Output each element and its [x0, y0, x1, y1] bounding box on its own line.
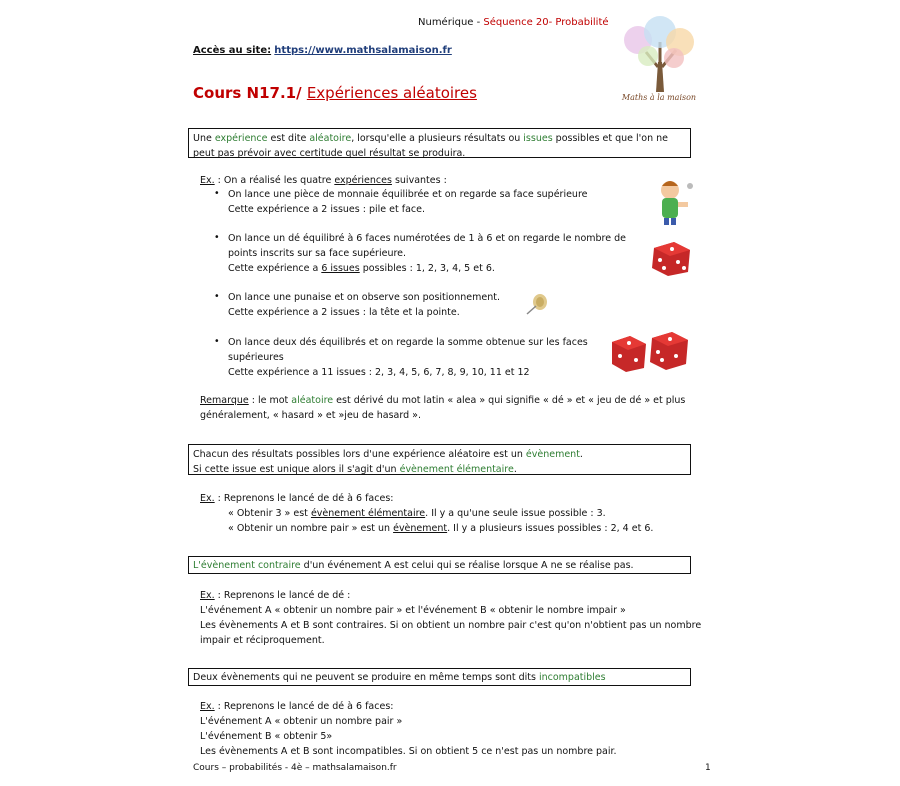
def1-line1 [193, 131, 686, 146]
ex2-intro-text: : Reprenons le lancé de dé à 6 faces: [214, 493, 394, 504]
def2-l2c: . [513, 464, 517, 475]
b2-line3 [228, 261, 626, 276]
remark-t3: est dérivé du mot latin « alea » qui signifie « dé » et « jeu de dé » et plus [333, 395, 686, 406]
def2-l2b: évènement élémentaire [399, 464, 514, 475]
header-sequence: Séquence 20- Probabilité [483, 17, 609, 28]
ex3-line2: Les évènements A et B sont contraires. Si on obtient un nombre pair c'est qu'on n'obtient pas un nombre [200, 620, 702, 631]
ex3-intro [200, 588, 701, 603]
b2-l3c: possibles : 1, 2, 3, 4, 5 et 6. [359, 263, 495, 274]
remark-line2: généralement, « hasard » et »jeu de hasard ». [200, 410, 421, 421]
ex2-intro [200, 491, 653, 506]
die-illustration [650, 238, 692, 281]
def3-b: d'un événement A est celui qui se réalise lorsque A ne se réalise pas. [300, 560, 634, 571]
logo-text: Maths à la maison [621, 93, 697, 102]
ex1-intro3: suivantes : [391, 175, 447, 186]
bullet-dot: • [214, 232, 220, 243]
b1-line2: Cette expérience a 2 issues : pile et face. [228, 204, 425, 215]
b2-line2: points inscrits sur sa face supérieure. [228, 248, 407, 259]
definition-incompatible [188, 668, 691, 686]
def1-t3: est dite [267, 133, 310, 144]
b2-l3a: Cette expérience a [228, 263, 322, 274]
def3-line [193, 558, 686, 573]
ex1-intro2: expériences [334, 175, 392, 186]
ex2-l1c: . Il y a qu'une seule issue possible : 3. [425, 508, 606, 519]
ex1-intro [200, 173, 447, 188]
b4-line2: supérieures [228, 352, 284, 363]
title-main: Cours N17.1/ [193, 84, 307, 102]
ex2-line1 [200, 506, 653, 521]
b2-line1: On lance un dé équilibré à 6 faces numérotées de 1 à 6 et on regarde le nombre de [228, 233, 626, 244]
ex2-l1b: évènement élémentaire [310, 508, 426, 519]
ex3-label: Ex. [200, 590, 215, 601]
def2-l1c: . [579, 449, 583, 460]
ex4-line3: Les évènements A et B sont incompatibles. Si on obtient 5 ce n'est pas un nombre pair. [200, 746, 617, 757]
ex2-l2c: . Il y a plusieurs issues possibles : 2, 4 et 6. [447, 523, 654, 534]
site-access [193, 45, 452, 56]
remark-t2: aléatoire [291, 395, 334, 406]
ex4-intro [200, 699, 617, 714]
ex1-intro1: : On a réalisé les quatre [214, 175, 335, 186]
def3-a: L'évènement contraire [193, 560, 301, 571]
title-sub: Expériences aléatoires [306, 84, 477, 102]
def1-t6: issues [523, 133, 553, 144]
ex3-intro-text: : Reprenons le lancé de dé : [214, 590, 351, 601]
def1-t7: possibles et que l'on ne [552, 133, 669, 144]
ex4-label: Ex. [200, 701, 215, 712]
ex4-line1: L'événement A « obtenir un nombre pair » [200, 716, 403, 727]
page-title [193, 84, 477, 102]
bullet-dot: • [214, 188, 220, 199]
b3-line2: Cette expérience a 2 issues : la tête et la pointe. [228, 307, 460, 318]
ex2-l2a: « Obtenir un nombre pair » est un [228, 523, 394, 534]
bullet-dot: • [214, 336, 220, 347]
header-subject: Numérique - [418, 17, 484, 28]
ex2-line2 [200, 521, 653, 536]
def2-l2a: Si cette issue est unique alors il s'agit d'un [193, 464, 400, 475]
site-link[interactable]: https://www.mathsalamaison.fr [274, 45, 452, 56]
bullet-dot: • [214, 291, 220, 302]
def2-l1a: Chacun des résultats possibles lors d'une expérience aléatoire est un [193, 449, 526, 460]
def1-t2: expérience [214, 133, 268, 144]
ex1-label: Ex. [200, 175, 215, 186]
definition-experience [188, 128, 691, 158]
ex4 [200, 699, 617, 759]
two-dice-illustration [610, 330, 690, 377]
b4-line1: On lance deux dés équilibrés et on regarde la somme obtenue sur les faces [228, 337, 588, 348]
remark-t1: : le mot [248, 395, 292, 406]
ex2-label: Ex. [200, 493, 215, 504]
site-label: Accès au site: [193, 45, 272, 56]
def2-line2 [193, 462, 686, 477]
ex2-l2b: évènement [393, 523, 448, 534]
def1-line2: peut pas prévoir avec certitude quel résultat se produira. [193, 148, 466, 159]
def2-l1b: évènement [525, 449, 580, 460]
ex3-line1: L'événement A « obtenir un nombre pair » et l'événement B « obtenir le nombre impair » [200, 605, 626, 616]
ex2 [200, 491, 653, 536]
bullet-two-dice [214, 335, 588, 380]
definition-event [188, 444, 691, 475]
def1-t5: , lorsqu'elle a plusieurs résultats ou [351, 133, 524, 144]
bullet-pin [214, 290, 500, 320]
b4-line3: Cette expérience a 11 issues : 2, 3, 4, 5, 6, 7, 8, 9, 10, 11 et 12 [228, 367, 530, 378]
def4-a: Deux évènements qui ne peuvent se produire en même temps sont dits [193, 672, 539, 683]
ex3-line3: impair et réciproquement. [200, 635, 325, 646]
page-header [418, 17, 609, 28]
def2-line1 [193, 447, 686, 462]
page-number: 1 [705, 763, 711, 773]
b1-line1: On lance une pièce de monnaie équilibrée et on regarde sa face supérieure [228, 189, 588, 200]
bullet-die [214, 231, 626, 276]
def4-line [193, 670, 686, 685]
tree-logo [618, 12, 700, 106]
def1-t1: Une [193, 133, 215, 144]
bullet-coin [214, 187, 588, 217]
ex4-line2: L'événement B « obtenir 5» [200, 731, 333, 742]
def4-b: incompatibles [538, 672, 606, 683]
page-footer: Cours – probabilités - 4è – mathsalamaison.fr [193, 763, 397, 773]
b2-l3b: 6 issues [321, 263, 360, 274]
ex3 [200, 588, 701, 648]
ex2-l1a: « Obtenir 3 » est [228, 508, 311, 519]
pushpin-illustration [524, 292, 550, 319]
b3-line1: On lance une punaise et on observe son positionnement. [228, 292, 500, 303]
remark-line1 [200, 393, 685, 408]
boy-coin-illustration [650, 176, 698, 229]
ex4-intro-text: : Reprenons le lancé de dé à 6 faces: [214, 701, 394, 712]
def1-t4: aléatoire [309, 133, 352, 144]
definition-contrary [188, 556, 691, 574]
remark-label: Remarque [200, 395, 249, 406]
remark [200, 393, 685, 423]
